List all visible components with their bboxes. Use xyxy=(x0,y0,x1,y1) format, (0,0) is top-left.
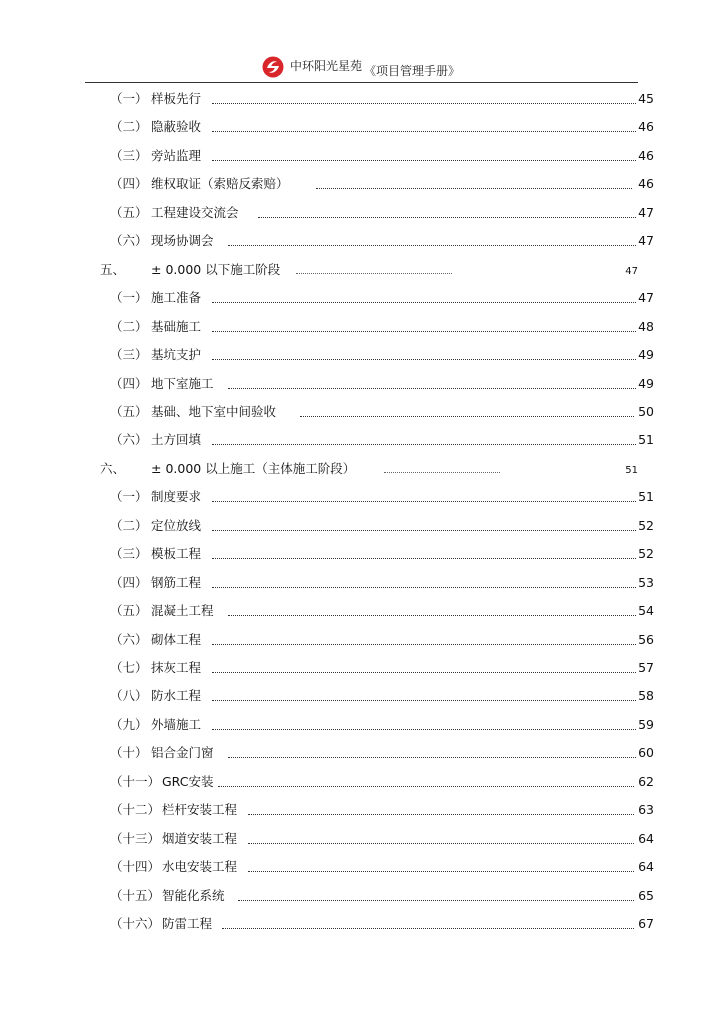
toc-entry[interactable] xyxy=(0,540,724,568)
toc-entry-title: 模板工程 xyxy=(151,546,202,562)
toc-entry-title: 烟道安装工程 xyxy=(162,830,238,846)
toc-entry[interactable] xyxy=(0,825,724,853)
toc-entry[interactable] xyxy=(0,853,724,881)
toc-entry-title: 铝合金门窗 xyxy=(151,745,214,761)
toc-entry-title: 维权取证（索赔反索赔） xyxy=(151,176,289,192)
toc-entry-title: ± 0.000 以下施工阶段 xyxy=(151,261,281,277)
toc-entry-number: （四） xyxy=(110,574,148,590)
toc-entry-number: （十） xyxy=(110,745,148,761)
toc-page-number: 58 xyxy=(638,688,654,704)
toc-dot-leader xyxy=(222,928,634,929)
toc-page-number: 51 xyxy=(625,464,638,476)
toc-entry-number: （二） xyxy=(110,318,148,334)
toc-entry[interactable] xyxy=(0,398,724,426)
toc-entry[interactable] xyxy=(0,682,724,710)
toc-entry[interactable] xyxy=(0,512,724,540)
toc-dot-leader xyxy=(248,843,634,844)
manual-title: 《项目管理手册》 xyxy=(364,64,461,78)
toc-page-number: 52 xyxy=(638,546,654,562)
toc-entry-title: 砌体工程 xyxy=(151,631,202,647)
toc-entry[interactable] xyxy=(0,113,724,141)
toc-section-entry[interactable] xyxy=(0,256,724,284)
toc-dot-leader xyxy=(238,900,634,901)
toc-entry[interactable] xyxy=(0,597,724,625)
toc-entry-number: 五、 xyxy=(100,261,126,277)
toc-entry-title: 基础、地下室中间验收 xyxy=(151,403,277,419)
toc-entry-title: 抹灰工程 xyxy=(151,660,202,675)
toc-dot-leader xyxy=(296,273,452,274)
toc-dot-leader xyxy=(316,188,632,189)
toc-entry-number: （八） xyxy=(110,688,148,704)
toc-page-number: 54 xyxy=(638,603,654,619)
toc-entry[interactable] xyxy=(0,370,724,398)
toc-entry-number: （一） xyxy=(110,489,148,505)
toc-entry-number: （九） xyxy=(110,716,148,732)
company-logo-icon xyxy=(262,56,284,78)
toc-dot-leader xyxy=(228,388,636,389)
toc-entry-title: 外墙施工 xyxy=(151,716,202,732)
toc-page-number: 49 xyxy=(638,347,654,363)
toc-entry-title: 混凝土工程 xyxy=(151,603,214,619)
toc-entry-number: （十四） xyxy=(110,859,161,875)
toc-entry-title: 钢筋工程 xyxy=(151,574,202,590)
toc-entry[interactable] xyxy=(0,711,724,739)
toc-page-number: 52 xyxy=(638,517,654,533)
toc-section-entry[interactable] xyxy=(0,455,724,483)
toc-entry-number: （四） xyxy=(110,375,148,391)
toc-entry[interactable] xyxy=(0,227,724,255)
toc-page-number: 65 xyxy=(638,887,654,903)
toc-entry-title: 定位放线 xyxy=(151,517,202,533)
toc-page-number: 46 xyxy=(638,176,654,192)
toc-entry[interactable] xyxy=(0,739,724,767)
toc-entry-title: 现场协调会 xyxy=(151,233,214,249)
toc-entry-title: 工程建设交流会 xyxy=(151,204,239,220)
toc-entry-number: （五） xyxy=(110,603,148,619)
toc-dot-leader xyxy=(212,700,636,701)
toc-entry-title: 基础施工 xyxy=(151,318,202,334)
toc-entry-number: （五） xyxy=(110,403,148,419)
toc-page-number: 45 xyxy=(638,91,654,106)
toc-dot-leader xyxy=(212,729,636,730)
toc-dot-leader xyxy=(228,245,636,246)
toc-dot-leader xyxy=(212,331,636,332)
toc-dot-leader xyxy=(384,472,500,473)
toc-page-number: 59 xyxy=(638,716,654,732)
header-rule xyxy=(85,82,638,83)
toc-entry[interactable] xyxy=(0,341,724,369)
toc-page-number: 62 xyxy=(638,773,654,789)
toc-entry-number: （十五） xyxy=(110,887,161,903)
toc-entry[interactable] xyxy=(0,910,724,938)
toc-entry[interactable] xyxy=(0,284,724,312)
toc-entry-title: 地下室施工 xyxy=(151,375,214,391)
toc-entry-number: （六） xyxy=(110,631,148,647)
toc-dot-leader xyxy=(212,160,636,161)
toc-page-number: 67 xyxy=(638,916,654,932)
toc-entry-number: （一） xyxy=(110,91,148,106)
toc-dot-leader xyxy=(228,615,636,616)
toc-page-number: 47 xyxy=(638,290,654,306)
toc-entry-number: （五） xyxy=(110,204,148,220)
toc-entry-title: 水电安装工程 xyxy=(162,859,238,875)
toc-entry-number: （三） xyxy=(110,546,148,562)
toc-entry[interactable] xyxy=(0,483,724,511)
toc-entry[interactable] xyxy=(0,626,724,654)
page-header xyxy=(0,52,724,82)
toc-entry[interactable] xyxy=(0,199,724,227)
toc-entry[interactable] xyxy=(0,85,724,113)
toc-entry[interactable] xyxy=(0,313,724,341)
toc-entry-title: 施工准备 xyxy=(151,290,202,306)
toc-entry[interactable] xyxy=(0,569,724,597)
toc-page-number: 48 xyxy=(638,318,654,334)
toc-entry-number: （七） xyxy=(110,660,148,675)
toc-entry-number: （十六） xyxy=(110,916,161,932)
toc-entry[interactable] xyxy=(0,170,724,198)
toc-entry-number: （二） xyxy=(110,119,148,135)
toc-entry[interactable] xyxy=(0,768,724,796)
toc-entry-number: （十一） xyxy=(110,773,161,789)
toc-dot-leader xyxy=(212,444,636,445)
toc-entry-title: 旁站监理 xyxy=(151,147,202,163)
toc-page-number: 60 xyxy=(638,745,654,761)
toc-dot-leader xyxy=(248,871,634,872)
toc-entry-title: 智能化系统 xyxy=(162,887,225,903)
toc-page-number: 57 xyxy=(638,660,654,675)
toc-entry[interactable] xyxy=(0,654,724,682)
toc-page-number: 46 xyxy=(638,147,654,163)
company-name: 中环阳光星苑 xyxy=(290,59,363,73)
toc-entry-number: （三） xyxy=(110,147,148,163)
toc-entry-title: 制度要求 xyxy=(151,489,202,505)
toc-page-number: 64 xyxy=(638,859,654,875)
toc-dot-leader xyxy=(258,217,636,218)
toc-dot-leader xyxy=(248,814,634,815)
toc-dot-leader xyxy=(212,359,636,360)
toc-dot-leader xyxy=(212,131,636,132)
toc-entry-title: GRC安装 xyxy=(162,773,214,789)
toc-entry-number: （六） xyxy=(110,432,148,448)
toc-entry-number: （一） xyxy=(110,290,148,306)
toc-entry-title: 隐蔽验收 xyxy=(151,119,202,135)
toc-entry-title: 土方回填 xyxy=(151,432,202,448)
toc-dot-leader xyxy=(212,501,636,502)
toc-entry-title: 样板先行 xyxy=(151,91,202,106)
toc-page-number: 63 xyxy=(638,802,654,818)
toc-entry[interactable] xyxy=(0,142,724,170)
toc-dot-leader xyxy=(212,672,636,673)
toc-entry-number: （六） xyxy=(110,233,148,249)
toc-dot-leader xyxy=(212,103,636,104)
toc-entry-number: （十三） xyxy=(110,830,161,846)
toc-dot-leader xyxy=(300,416,634,417)
toc-entry[interactable] xyxy=(0,796,724,824)
toc-entry-number: （十二） xyxy=(110,802,161,818)
toc-dot-leader xyxy=(212,302,636,303)
toc-entry[interactable] xyxy=(0,882,724,910)
toc-page-number: 50 xyxy=(638,403,654,419)
toc-page-number: 51 xyxy=(638,489,654,505)
toc-entry-number: 六、 xyxy=(100,460,126,476)
toc-entry-number: （四） xyxy=(110,176,148,192)
toc-entry[interactable] xyxy=(0,426,724,454)
toc-page-number: 64 xyxy=(638,830,654,846)
toc-page-number: 47 xyxy=(625,265,638,277)
toc-entry-title: 防雷工程 xyxy=(162,916,213,932)
toc-dot-leader xyxy=(228,757,636,758)
toc-dot-leader xyxy=(212,587,636,588)
toc-page-number: 53 xyxy=(638,574,654,590)
toc-entry-title: ± 0.000 以上施工（主体施工阶段） xyxy=(151,460,356,476)
toc-entry-number: （二） xyxy=(110,517,148,533)
toc-entry-number: （三） xyxy=(110,347,148,363)
toc-page-number: 47 xyxy=(638,233,654,249)
toc-page-number: 49 xyxy=(638,375,654,391)
toc-entry-title: 基坑支护 xyxy=(151,347,202,363)
toc-dot-leader xyxy=(212,644,636,645)
toc-page-number: 46 xyxy=(638,119,654,135)
toc-page-number: 56 xyxy=(638,631,654,647)
toc-page-number: 51 xyxy=(638,432,654,448)
toc-dot-leader xyxy=(212,530,636,531)
toc-dot-leader xyxy=(212,558,636,559)
toc-entry-title: 防水工程 xyxy=(151,688,202,704)
toc-page-number: 47 xyxy=(638,204,654,220)
toc-entry-title: 栏杆安装工程 xyxy=(162,802,238,818)
toc-dot-leader xyxy=(218,786,634,787)
